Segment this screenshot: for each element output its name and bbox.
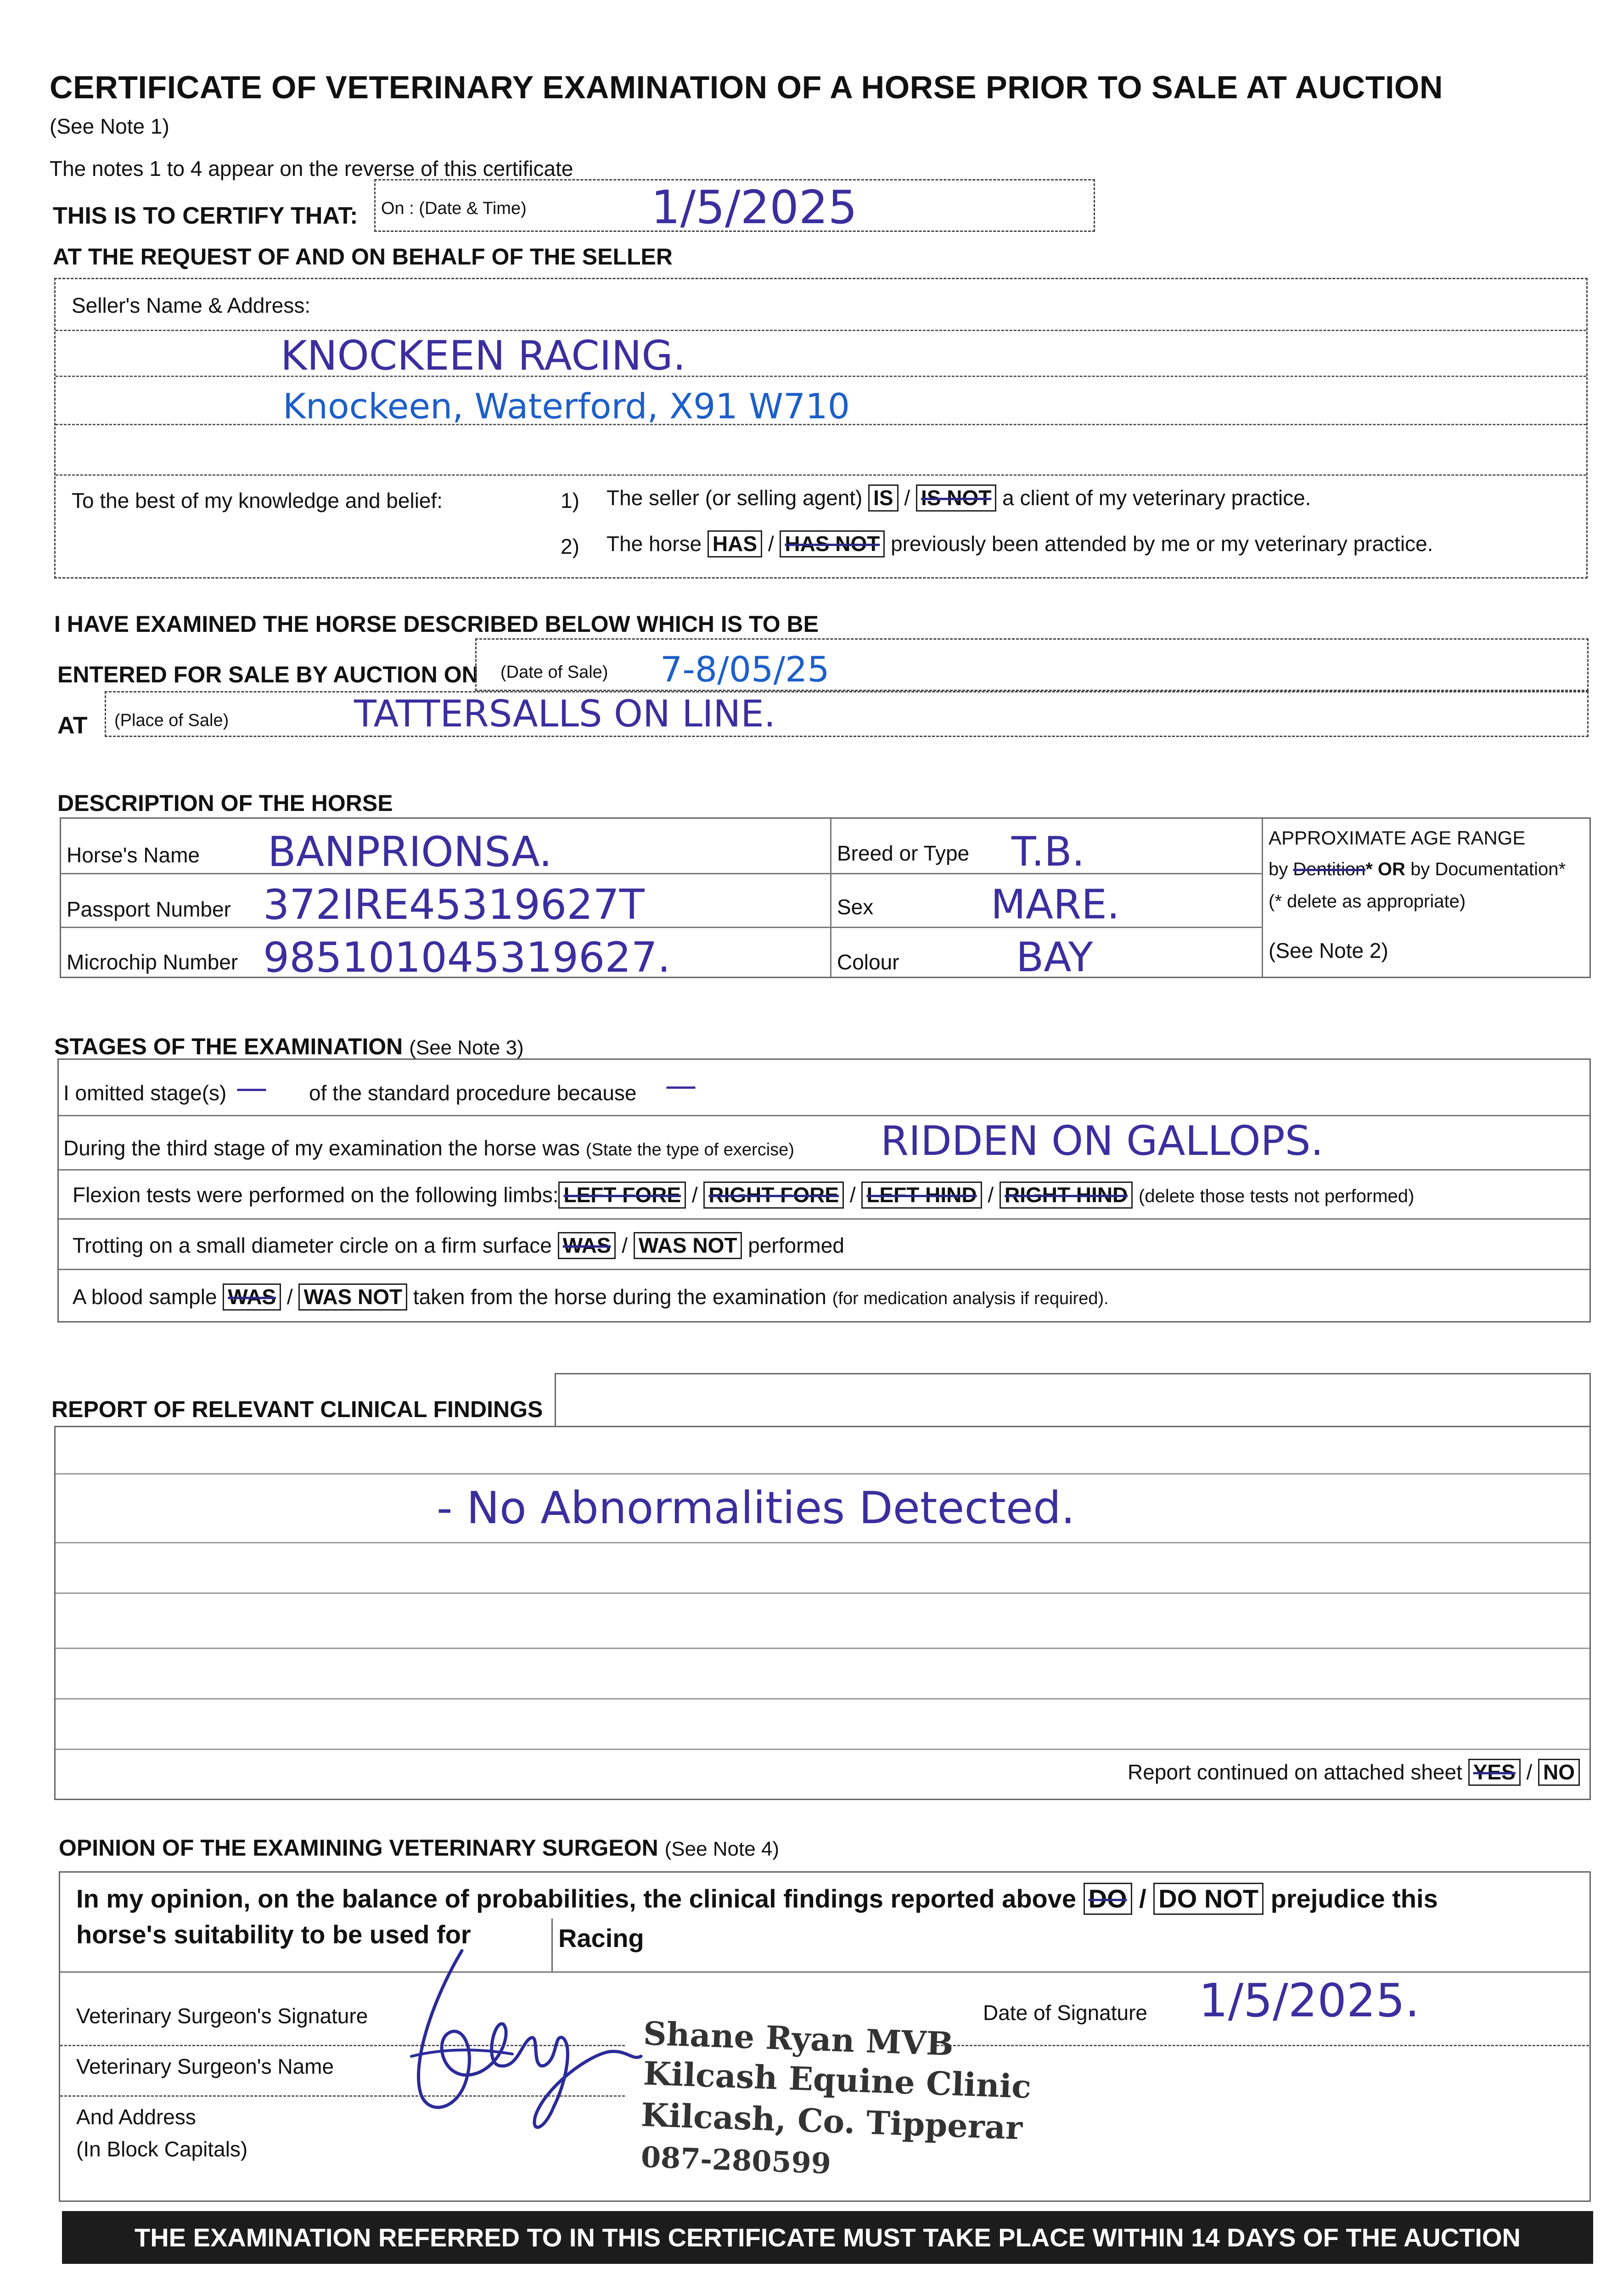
omitted-mid: of the standard procedure because <box>309 1081 637 1105</box>
blood-pre: A blood sample <box>73 1285 217 1309</box>
intended-use: Racing <box>558 1924 644 1953</box>
flexion-sep-1: / <box>691 1183 698 1207</box>
knowledge-label: To the best of my knowledge and belief: <box>72 489 443 512</box>
clinical-finding: - No Abnormalities Detected. <box>437 1482 1075 1534</box>
item2-sep: / <box>768 532 774 556</box>
date-of-sale-box <box>475 638 1589 691</box>
signature-label: Veterinary Surgeon's Signature <box>76 2004 368 2028</box>
stamp-line-4: 087-280599 <box>640 2140 832 2181</box>
third-stage-value: RIDDEN ON GALLOPS. <box>881 1117 1324 1165</box>
date-of-signature-value: 1/5/2025. <box>1199 1974 1420 2027</box>
item2-post: previously been attended by me or my veterinary practice. <box>891 532 1433 556</box>
age-see-note: (See Note 2) <box>1269 939 1388 962</box>
colour-label: Colour <box>837 950 899 974</box>
age-range-options <box>1269 859 1566 880</box>
microchip-label: Microchip Number <box>67 950 238 974</box>
opinion-do-option[interactable]: DO <box>1084 1883 1132 1915</box>
report-title-box <box>555 1373 1591 1426</box>
date-of-sale-value: 7-8/05/25 <box>660 649 830 690</box>
certify-label: THIS IS TO CERTIFY THAT: <box>53 203 358 229</box>
flexion-line <box>73 1182 1414 1209</box>
certificate-title: CERTIFICATE OF VETERINARY EXAMINATION OF A HORSE PRIOR TO SALE AT AUCTION <box>50 69 1443 105</box>
report-continued-yes[interactable]: YES <box>1468 1759 1521 1786</box>
opinion-line-1 <box>76 1883 1438 1915</box>
flexion-sep-3: / <box>988 1183 994 1207</box>
flexion-post: (delete those tests not performed) <box>1139 1186 1415 1206</box>
opinion-box <box>59 1871 1591 2202</box>
age-documentation-option[interactable]: by Documentation* <box>1410 859 1566 879</box>
is-not-option[interactable]: IS NOT <box>916 484 996 512</box>
age-delete-note: (* delete as appropriate) <box>1269 891 1466 912</box>
passport-label: Passport Number <box>67 897 231 921</box>
age-or: * OR <box>1365 859 1405 879</box>
trot-post: performed <box>748 1233 844 1257</box>
seller-name: KNOCKEEN RACING. <box>281 332 686 379</box>
stamp-line-2: Kilcash Equine Clinic <box>642 2054 1032 2106</box>
exam-date-value: 1/5/2025 <box>651 180 858 234</box>
omitted-pre: I omitted stage(s) <box>63 1081 227 1105</box>
age-range-title: APPROXIMATE AGE RANGE <box>1269 827 1526 849</box>
report-continued-no[interactable]: NO <box>1538 1759 1580 1786</box>
trot-was-not-option[interactable]: WAS NOT <box>634 1232 742 1259</box>
stages-table <box>57 1058 1591 1322</box>
horse-name-value: BANPRIONSA. <box>268 828 552 876</box>
age-by: by <box>1269 859 1288 879</box>
horse-table <box>60 817 1591 982</box>
see-note-1: (See Note 1) <box>50 114 169 138</box>
signature-scribble <box>393 1941 650 2144</box>
has-not-option[interactable]: HAS NOT <box>780 530 885 557</box>
opinion-sep: / <box>1139 1884 1146 1913</box>
exam-date-box <box>374 179 1095 232</box>
stamp-line-1: Shane Ryan MVB <box>642 2014 955 2063</box>
report-continued-sep: / <box>1526 1760 1533 1784</box>
on-date-label: On : (Date & Time) <box>381 199 527 218</box>
opinion-section-title: OPINION OF THE EXAMINING VETERINARY SURGEON <box>59 1835 658 1861</box>
item1-number: 1) <box>561 489 579 512</box>
seller-name-address-label: Seller's Name & Address: <box>72 293 311 317</box>
stages-note: (See Note 3) <box>409 1036 524 1059</box>
date-of-signature-label: Date of Signature <box>983 2001 1148 2025</box>
item1-sep: / <box>904 486 910 510</box>
opinion-line1-post: prejudice this <box>1270 1884 1438 1913</box>
vet-signature <box>393 1941 650 2144</box>
opinion-do-not-option[interactable]: DO NOT <box>1153 1883 1264 1915</box>
is-option[interactable]: IS <box>868 484 898 512</box>
flexion-right-fore[interactable]: RIGHT FORE <box>703 1182 844 1209</box>
blood-sep: / <box>286 1285 293 1309</box>
trotting-line <box>73 1232 844 1259</box>
entered-label: ENTERED FOR SALE BY AUCTION ON <box>57 662 478 687</box>
blood-note: (for medication analysis if required). <box>832 1289 1109 1308</box>
opinion-line1-pre: In my opinion, on the balance of probabilities, the clinical findings reported above <box>76 1884 1077 1913</box>
opinion-line-2: horse's suitability to be used for <box>76 1920 471 1949</box>
sex-value: MARE. <box>991 881 1120 928</box>
trot-was-option[interactable]: WAS <box>558 1232 616 1259</box>
flexion-sep-2: / <box>849 1183 856 1207</box>
sex-label: Sex <box>837 895 874 919</box>
item1-pre: The seller (or selling agent) <box>607 486 863 510</box>
seller-client-statement <box>607 484 1311 512</box>
third-stage-pre: During the third stage of my examination the horse was <box>63 1136 580 1160</box>
place-of-sale-label: (Place of Sale) <box>114 711 229 730</box>
blood-was-option[interactable]: WAS <box>223 1283 281 1311</box>
item2-number: 2) <box>561 535 579 558</box>
opinion-heading <box>59 1835 779 1861</box>
item1-post: a client of my veterinary practice. <box>1002 486 1311 510</box>
place-at-label: AT <box>57 712 88 739</box>
notes-line: The notes 1 to 4 appear on the reverse of this certificate <box>50 157 573 180</box>
omitted-reason-value: — <box>665 1067 697 1104</box>
vet-name-label: Veterinary Surgeon's Name <box>76 2054 334 2078</box>
report-continued-label: Report continued on attached sheet <box>1128 1760 1462 1784</box>
stamp-line-3: Kilcash, Co. Tipperar <box>640 2095 1023 2147</box>
microchip-value: 985101045319627. <box>263 934 671 982</box>
place-of-sale-box <box>105 691 1589 737</box>
seller-box <box>54 278 1588 579</box>
request-line: AT THE REQUEST OF AND ON BEHALF OF THE SELLER <box>53 244 673 270</box>
horse-attended-statement <box>607 530 1433 557</box>
passport-value: 372IRE45319627T <box>263 881 645 929</box>
report-box <box>54 1426 1591 1800</box>
block-capitals-label: (In Block Capitals) <box>76 2137 248 2161</box>
seller-address: Knockeen, Waterford, X91 W710 <box>283 386 850 427</box>
report-continued-line <box>1128 1759 1580 1786</box>
third-stage-note: (State the type of exercise) <box>585 1140 794 1159</box>
opinion-note: (See Note 4) <box>664 1838 780 1860</box>
colour-value: BAY <box>1016 934 1093 981</box>
report-section-title: REPORT OF RELEVANT CLINICAL FINDINGS <box>51 1396 543 1422</box>
blood-sample-line <box>73 1283 1109 1311</box>
stages-heading <box>54 1033 524 1060</box>
stages-section-title: STAGES OF THE EXAMINATION <box>54 1034 403 1059</box>
blood-was-not-option[interactable]: WAS NOT <box>298 1283 407 1311</box>
blood-post: taken from the horse during the examination <box>413 1285 826 1309</box>
horse-section-title: DESCRIPTION OF THE HORSE <box>57 790 393 816</box>
item2-pre: The horse <box>607 532 702 556</box>
vet-address-label: And Address <box>76 2105 196 2129</box>
third-stage-line <box>63 1136 794 1160</box>
omitted-stage-value: — <box>236 1069 268 1107</box>
trot-sep: / <box>622 1233 628 1257</box>
flexion-pre: Flexion tests were performed on the following limbs: <box>73 1183 559 1207</box>
horse-name-label: Horse's Name <box>67 843 200 867</box>
footer-banner: THE EXAMINATION REFERRED TO IN THIS CERTIFICATE MUST TAKE PLACE WITHIN 14 DAYS OF THE AUCTION <box>62 2211 1593 2264</box>
has-option[interactable]: HAS <box>708 530 762 557</box>
age-dentition-option[interactable]: Dentition <box>1293 859 1366 879</box>
breed-value: T.B. <box>1011 828 1085 875</box>
date-of-sale-label: (Date of Sale) <box>500 663 608 682</box>
flexion-right-hind[interactable]: RIGHT HIND <box>1000 1182 1133 1209</box>
place-of-sale-value: TATTERSALLS ON LINE. <box>354 692 776 735</box>
flexion-left-hind[interactable]: LEFT HIND <box>861 1182 982 1209</box>
trot-pre: Trotting on a small diameter circle on a firm surface <box>73 1233 552 1257</box>
flexion-left-fore[interactable]: LEFT FORE <box>558 1182 686 1209</box>
examined-line: I HAVE EXAMINED THE HORSE DESCRIBED BELOW WHICH IS TO BE <box>54 611 819 637</box>
breed-label: Breed or Type <box>837 841 970 865</box>
